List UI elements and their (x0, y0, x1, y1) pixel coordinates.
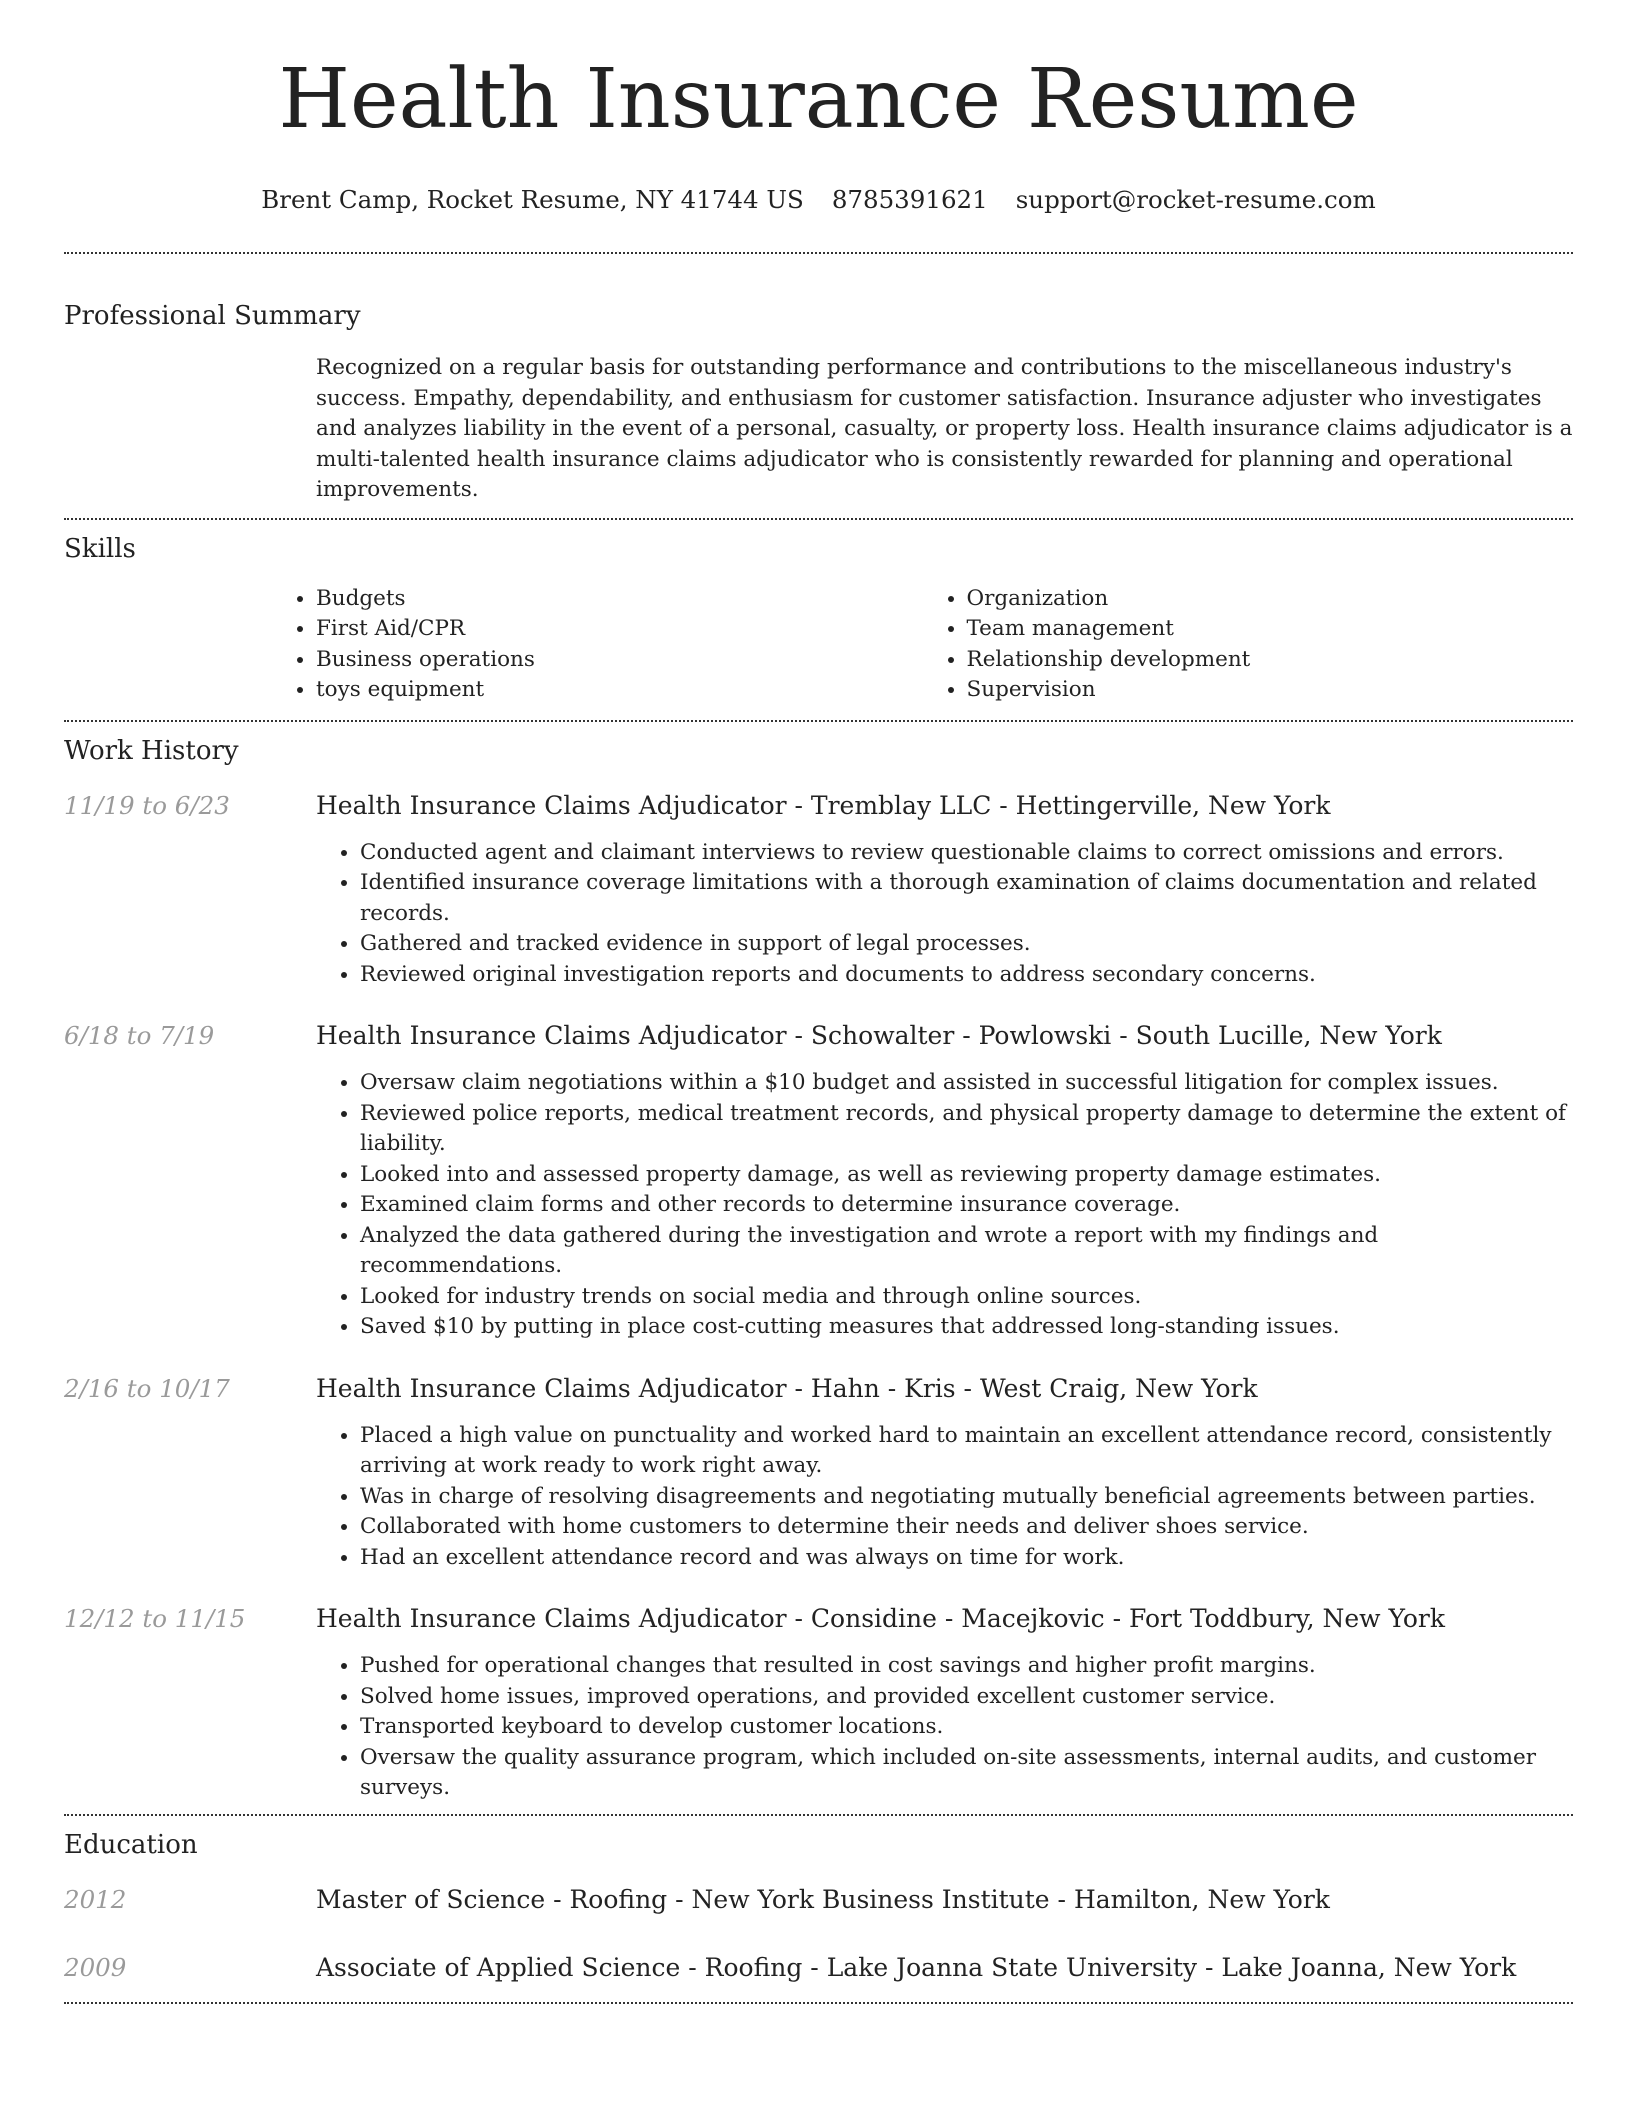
job-bullets (64, 838, 1573, 991)
list-item: • Gathered and tracked evidence in support of legal processes. (360, 929, 1573, 960)
job-bullets (64, 1651, 1573, 1804)
list-item: • Had an excellent attendance record and was always on time for work. (360, 1543, 1573, 1574)
job-entry (64, 790, 1573, 991)
divider (64, 518, 1573, 520)
job-bullets (64, 1068, 1573, 1343)
list-item: • Transported keyboard to develop customer locations. (360, 1712, 1573, 1743)
job-entry (64, 1020, 1573, 1343)
skills-list (272, 584, 1573, 706)
phone: 8785391621 (831, 185, 988, 214)
skill-item: • Business operations (316, 645, 923, 676)
education-degree: Master of Science - Roofing - New York Business Institute - Hamilton, New York (316, 1884, 1330, 1914)
resume-title: Health Insurance Resume (278, 52, 1359, 147)
skill-item: • First Aid/CPR (316, 614, 923, 645)
address: Brent Camp, Rocket Resume, NY 41744 US (261, 185, 804, 214)
job-dates: 6/18 to 7/19 (64, 1021, 215, 1050)
email: support@rocket-resume.com (1015, 185, 1376, 214)
list-item: • Solved home issues, improved operations, and provided excellent customer service. (360, 1682, 1573, 1713)
education-degree: Associate of Applied Science - Roofing - Lake Joanna State University - Lake Joanna, New York (316, 1952, 1517, 1982)
divider (64, 2002, 1573, 2004)
job-dates: 11/19 to 6/23 (64, 790, 230, 820)
skills-column-left (272, 584, 923, 706)
skill-item: • Supervision (967, 675, 1574, 706)
summary-heading: Professional Summary (64, 301, 361, 331)
work-heading: Work History (64, 735, 239, 766)
list-item: • Reviewed original investigation reports and documents to address secondary concerns. (360, 960, 1573, 991)
job-title: Health Insurance Claims Adjudicator - Schowalter - Powlowski - South Lucille, New York (316, 1021, 1442, 1050)
list-item: • Oversaw claim negotiations within a $10 budget and assisted in successful litigation for complex issues. (360, 1068, 1573, 1099)
divider (64, 1814, 1573, 1816)
skill-item: • Relationship development (967, 645, 1574, 676)
work-section (64, 734, 1573, 1804)
list-item: • Pushed for operational changes that resulted in cost savings and higher profit margins. (360, 1651, 1573, 1682)
skill-item: • Organization (967, 584, 1574, 615)
skill-item: • toys equipment (316, 675, 923, 706)
education-entry (64, 1884, 1573, 1916)
skills-heading: Skills (64, 533, 136, 564)
education-year: 2009 (64, 1952, 127, 1982)
list-item: • Looked into and assessed property damage, as well as reviewing property damage estimates. (360, 1160, 1573, 1191)
list-item: • Identified insurance coverage limitations with a thorough examination of claims documentation and related records. (360, 868, 1573, 929)
list-item: • Saved $10 by putting in place cost-cutting measures that addressed long-standing issues. (360, 1312, 1573, 1343)
job-entry (64, 1603, 1573, 1804)
job-title: Health Insurance Claims Adjudicator - Tremblay LLC - Hettingerville, New York (316, 790, 1331, 820)
job-dates: 12/12 to 11/15 (64, 1604, 246, 1633)
education-heading: Education (64, 1829, 198, 1860)
resume-page (64, 0, 1573, 2004)
skills-section (64, 532, 1573, 706)
list-item: • Collaborated with home customers to determine their needs and deliver shoes service. (360, 1512, 1573, 1543)
contact-line (64, 184, 1573, 216)
job-bullets (64, 1421, 1573, 1574)
list-item: • Placed a high value on punctuality and worked hard to maintain an excellent attendance record, consistently arriving at work ready to work right away. (360, 1421, 1573, 1482)
skill-item: • Budgets (316, 584, 923, 615)
summary-section (64, 299, 1573, 506)
education-section (64, 1828, 1573, 1984)
divider (64, 720, 1573, 722)
skills-column-right (923, 584, 1574, 706)
job-entry (64, 1373, 1573, 1574)
list-item: • Looked for industry trends on social media and through online sources. (360, 1282, 1573, 1313)
list-item: • Examined claim forms and other records to determine insurance coverage. (360, 1190, 1573, 1221)
skill-item: • Team management (967, 614, 1574, 645)
list-item: • Conducted agent and claimant interviews to review questionable claims to correct omissions and errors. (360, 838, 1573, 869)
list-item: • Analyzed the data gathered during the investigation and wrote a report with my findings and recommendations. (360, 1221, 1573, 1282)
list-item: • Was in charge of resolving disagreements and negotiating mutually beneficial agreements between parties. (360, 1482, 1573, 1513)
education-year: 2012 (64, 1884, 127, 1914)
job-title: Health Insurance Claims Adjudicator - Considine - Macejkovic - Fort Toddbury, New York (316, 1604, 1445, 1633)
list-item: • Reviewed police reports, medical treatment records, and physical property damage to determine the extent of liability. (360, 1099, 1573, 1160)
job-dates: 2/16 to 10/17 (64, 1373, 230, 1403)
list-item: • Oversaw the quality assurance program, which included on-site assessments, internal audits, and customer surveys. (360, 1743, 1573, 1804)
education-entry (64, 1952, 1573, 1984)
job-title: Health Insurance Claims Adjudicator - Hahn - Kris - West Craig, New York (316, 1373, 1258, 1403)
summary-text: Recognized on a regular basis for outstanding performance and contributions to the miscellaneous industry's success. Empathy, dependability, and enthusiasm for customer satisfaction. Insurance adjuster who investigates and analyzes liability in the event of a personal, casualty, or property loss. Health insurance claims adjudicator is a multi-talented health insurance claims adjudicator who is consistently rewarded for planning and operational improvements. (316, 355, 1573, 502)
divider (64, 252, 1573, 254)
